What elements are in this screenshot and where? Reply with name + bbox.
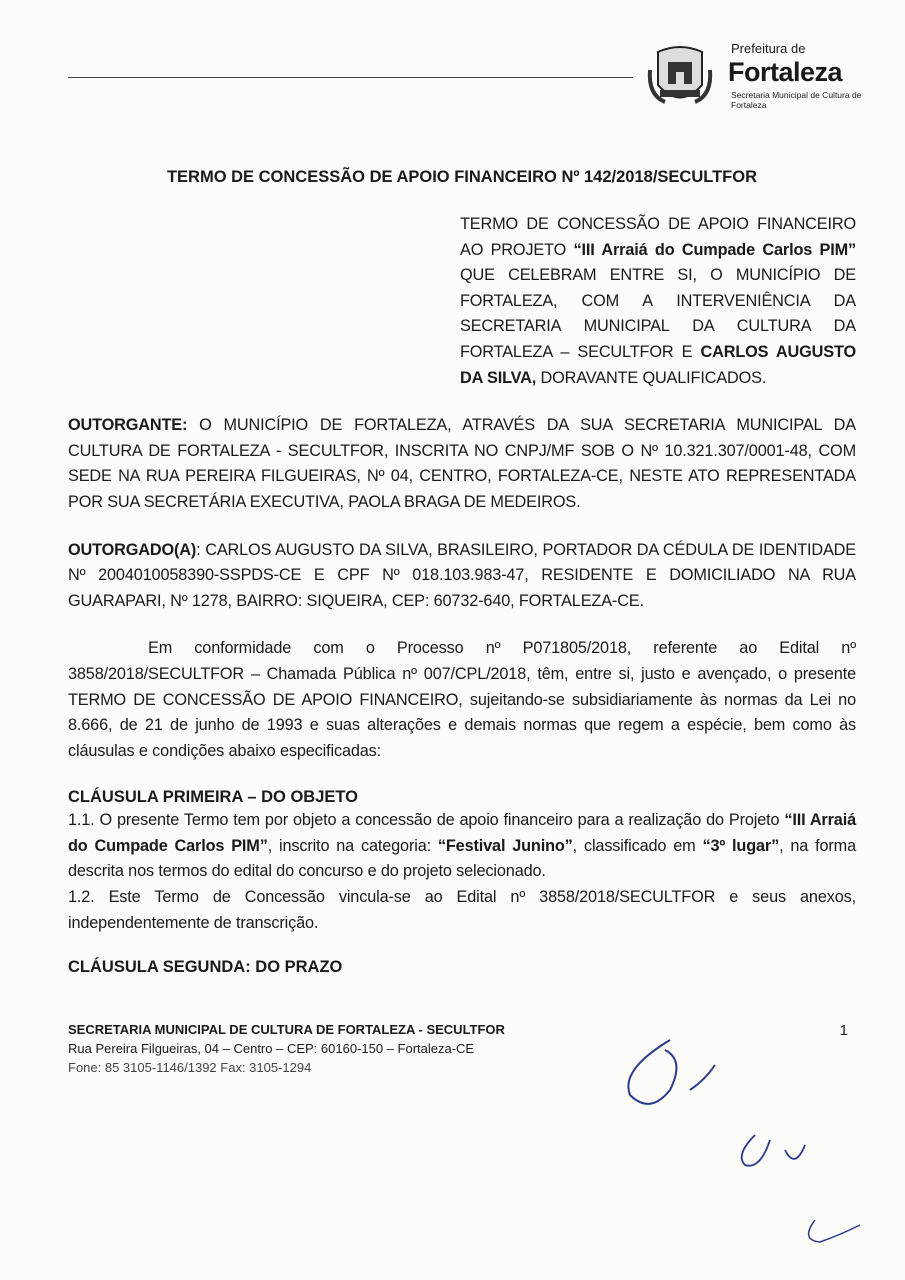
coat-of-arms-icon: [640, 40, 720, 115]
text: , classificado em: [572, 836, 703, 855]
summary-text: QUE CELEBRAM ENTRE SI, O MUNICÍPIO DE FORTALEZA, COM A INTERVENIÊNCIA DA SECRETARIA MUNICIPAL DA CULTURA DA FORTALEZA – SECULTFOR E: [460, 266, 856, 361]
prefeitura-logo: [640, 40, 890, 120]
text: 1.1. O presente Termo tem por objeto a concessão de apoio financeiro para a realização do Projeto: [68, 811, 785, 830]
document-body: [68, 166, 856, 1077]
footer-org: SECRETARIA MUNICIPAL DE CULTURA DE FORTALEZA - SECULTFOR: [68, 1022, 505, 1038]
beneficiary-name: CARLOS AUGUSTO DA SILVA,: [460, 342, 856, 387]
placement: “3º lugar”: [702, 836, 780, 855]
logo-line2: Fortaleza: [728, 57, 843, 87]
summary-text: DORAVANTE QUALIFICADOS.: [536, 368, 767, 387]
document-title: TERMO DE CONCESSÃO DE APOIO FINANCEIRO Nº 142/2018/SECULTFOR: [166, 168, 758, 186]
footer: [68, 1020, 856, 1077]
clausula1-item1: [68, 808, 856, 885]
category: “Festival Junino”: [437, 836, 573, 855]
summary-text: TERMO DE CONCESSÃO DE APOIO FINANCEIRO AO PROJETO: [460, 215, 856, 259]
outorgante-label: OUTORGANTE:: [68, 416, 188, 435]
outorgado-paragraph: [68, 538, 856, 615]
outorgado-text: : CARLOS AUGUSTO DA SILVA, BRASILEIRO, PORTADOR DA CÉDULA DE IDENTIDADE Nº 2004010058390-SSPDS-CE E CPF Nº 018.103.983-47, RESIDENTE E DOMICILIADO NA RUA GUARAPARI, Nº 1278, BAIRRO: SIQUEIRA, CEP: 60732-640, FORTALEZA-CE.: [68, 540, 856, 610]
logo-line3: Secretaria Municipal de Cultura de Fortaleza: [731, 90, 862, 110]
text: , inscrito na categoria:: [267, 836, 438, 855]
clausula2-heading: CLÁUSULA SEGUNDA: DO PRAZO: [68, 958, 343, 977]
header-rule: [68, 77, 633, 78]
summary-block: [460, 212, 856, 391]
text: , na forma descrita nos termos do edital do concurso e do projeto selecionado.: [68, 836, 856, 881]
outorgante-text: O MUNICÍPIO DE FORTALEZA, ATRAVÉS DA SUA SECRETARIA MUNICIPAL DA CULTURA DE FORTALEZA - SECULTFOR, INSCRITA NO CNPJ/MF SOB O Nº 10.321.307/0001-48, COM SEDE NA RUA PEREIRA FILGUEIRAS, Nº 04, CENTRO, FORTALEZA-CE, NESTE ATO REPRESENTADA POR SUA SECRETÁRIA EXECUTIVA, PAOLA BRAGA DE MEDEIROS.: [68, 416, 856, 511]
conformidade-paragraph: Em conformidade com o Processo nº P071805/2018, referente ao Edital nº 3858/2018/SECULTFOR – Chamada Pública nº 007/CPL/2018, têm, entre si, justo e avençado, o presente TERMO DE CONCESSÃO DE APOIO FINANCEIRO, sujeitando-se subsidiariamente às normas da Lei no 8.666, de 21 de junho de 1993 e suas alterações e demais normas que regem a espécie, bem como às cláusulas e condições abaixo especificadas:: [68, 639, 856, 760]
clausula1-body: [68, 808, 856, 936]
footer-address: Rua Pereira Filgueiras, 04 – Centro – CEP: 60160-150 – Fortaleza-CE: [68, 1041, 475, 1057]
logo-line1: Prefeitura de: [731, 41, 806, 56]
project-name: “III Arraiá do Cumpade Carlos PIM”: [573, 240, 856, 259]
project-name: “III Arraiá do Cumpade Carlos PIM”: [68, 811, 856, 855]
clausula1-heading: CLÁUSULA PRIMEIRA – DO OBJETO: [68, 788, 358, 807]
outorgante-paragraph: [68, 413, 856, 515]
page-number: 1: [839, 1022, 848, 1040]
outorgado-label: OUTORGADO(A): [68, 540, 197, 559]
clausula1-item2: 1.2. Este Termo de Concessão vincula-se ao Edital nº 3858/2018/SECULTFOR e seus anexos, independentemente de transcrição.: [68, 888, 856, 932]
footer-phone: Fone: 85 3105-1146/1392 Fax: 3105-1294: [68, 1060, 312, 1076]
